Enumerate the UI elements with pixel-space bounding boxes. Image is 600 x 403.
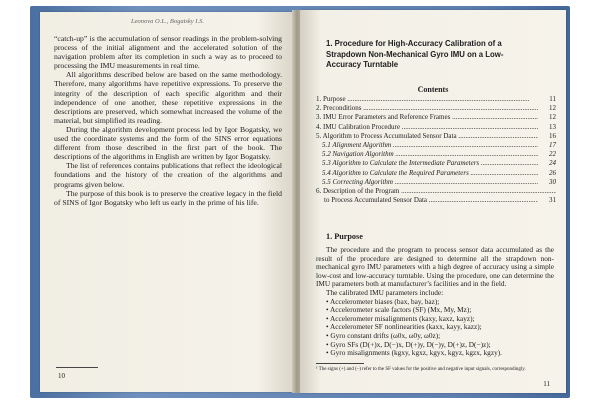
toc-entry: to Process Accumulated Sensor Data ..... 31: [316, 196, 556, 205]
paragraph: All algorithms described below are based on the same methodology. Therefore, many algorithms have repetitive expressions. To preserve the integrity of the description of each specific algorithm and their independence of one another, these repetitive expressions in the descriptions are preserved, which somewhat increased the volume of the material, but simplified its reading.: [54, 70, 282, 125]
list-item: • Accelerometer misalignments (kaxy, kaxz, kayz);: [326, 315, 554, 324]
paragraph: During the algorithm development process led by Igor Bogatsky, we used the coordinate systems and the form of the SINS error equations different from those described in the first part of the book. The descriptions of the algorithms in English are written by Igor Bogatsky.: [54, 124, 282, 162]
toc-entry: 5.4 Algorithm to Calculate the Required Parameters ..... 26: [316, 169, 556, 178]
toc-entry: 1. Purpose ..... 11: [316, 95, 556, 104]
page-number: 11: [543, 380, 550, 388]
footer-rule: [56, 367, 98, 368]
contents-heading: Contents: [417, 85, 449, 94]
paragraph: The purpose of this book is to preserve the creative legacy in the field of SINS of Igor Bogatsky who left us early in the prime of his life.: [54, 188, 282, 207]
toc-entry: 4. IMU Calibration Procedure ..... 13: [316, 123, 556, 132]
running-header: Leonova O.L., Bogatsky I.S.: [131, 18, 204, 25]
paragraph: “catch-up” is the accumulation of sensor readings in the problem-solving process of the initial alignment and the accelerated solution of the navigation problem after its completion in such a way as to proceed to processing the IMU measurements in real time.: [54, 34, 282, 71]
paragraph: The procedure and the program to process sensor data accumulated as the result of the procedure are designed to determine all the strapdown non-mechanical gyro IMU parameters with a high degree of accuracy using a simple low-cost and low-accuracy turntable. Using the procedure, one can determine the IMU parameters both at manufacturer’s facilities and in the field.: [316, 245, 554, 289]
page-number: 10: [58, 372, 65, 380]
toc-entry: 3. IMU Error Parameters and Reference Frames ..... 12: [316, 113, 556, 122]
list-item: • Accelerometer biases (bax, bay, baz);: [326, 298, 554, 307]
toc-entry: 5.3 Algorithm to Calculate the Intermediate Parameters ..... 24: [316, 159, 556, 168]
table-of-contents: [316, 95, 556, 205]
list-item: • Gyro misalignments (kgxy, kgxz, kgyx, kgyz, kgzx, kgzy).: [326, 349, 554, 358]
list-item: • Accelerometer scale factors (SF) (Mx, My, Mz);: [326, 306, 554, 315]
right-body-text: [316, 246, 554, 358]
toc-entry: 6. Description of the Program .....: [316, 187, 556, 196]
right-page: [300, 10, 566, 393]
footnote: ¹ The signs (+) and (–) refer to the SF values for the positive and negative input signals, correspondingly.: [316, 367, 526, 372]
toc-entry: 5.2 Navigation Algorithm ..... 22: [316, 150, 556, 159]
left-page: [40, 12, 295, 392]
parameter-list: [316, 298, 554, 358]
toc-entry: 5. Algorithm to Process Accumulated Sensor Data ..... 16: [316, 132, 556, 141]
footnote-rule: [316, 363, 364, 364]
list-item: • Gyro SFs (D(+)x, D(−)x, D(+)y, D(−)y, D(+)z, D(−)z);: [326, 341, 554, 350]
list-item: • Accelerometer SF nonlinearities (kaxx, kayy, kazz);: [326, 323, 554, 332]
toc-entry: 5.1 Alignment Algorithm ..... 17: [316, 141, 556, 150]
chapter-title: 1. Procedure for High-Accuracy Calibration of a Strapdown Non-Mechanical Gyro IMU on a Low-Accuracy Turntable: [326, 38, 504, 69]
toc-entry: 2. Preconditions ..... 12: [316, 104, 556, 113]
left-body-text: [54, 34, 282, 207]
toc-entry: 5.5 Correcting Algorithm ..... 30: [316, 178, 556, 187]
section-heading: 1. Purpose: [326, 232, 363, 241]
paragraph: The calibrated IMU parameters include:: [326, 287, 444, 297]
list-item: • Gyro constant drifts (ω0x, ω0y, ω0z);: [326, 332, 554, 341]
paragraph: The list of references contains publications that reflect the ideological foundations and the history of the creation of the algorithms and programs given below.: [54, 161, 282, 189]
